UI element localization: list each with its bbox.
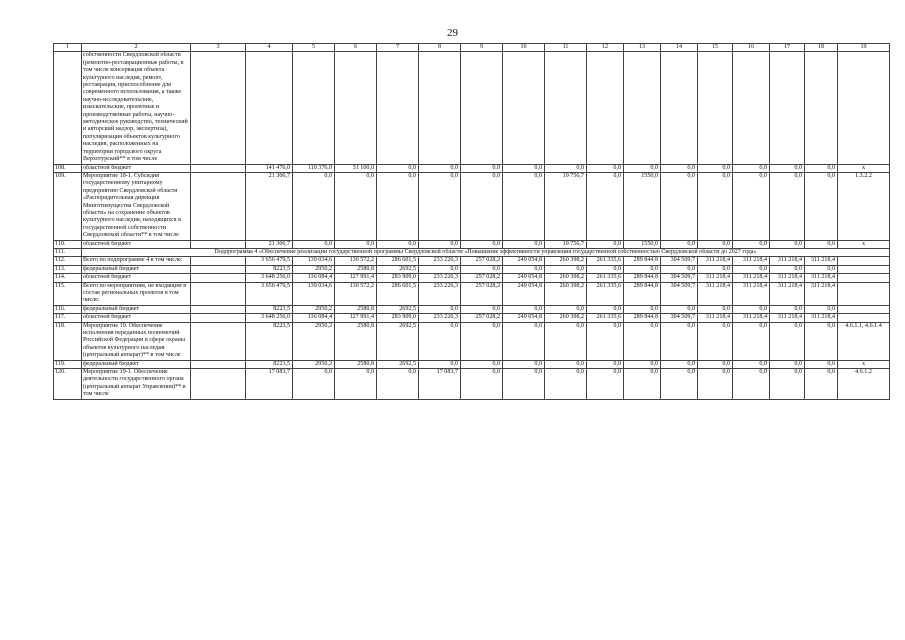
amount-cell: 0,0 [698, 322, 733, 360]
target-code-cell: x [838, 164, 890, 172]
amount-cell: 141 476,0 [246, 164, 293, 172]
description-cell: областной бюджет [82, 314, 191, 322]
amount-cell: 233 226,3 [419, 282, 461, 305]
amount-cell: 0,0 [624, 164, 661, 172]
amount-cell: 233 226,3 [419, 257, 461, 265]
amount-cell: 130 572,2 [335, 282, 377, 305]
column-number-header: 5 [293, 44, 335, 52]
amount-cell: 257 028,2 [461, 274, 503, 282]
table-cell [191, 172, 246, 240]
amount-cell: 283 909,0 [377, 274, 419, 282]
target-code-cell [838, 282, 890, 305]
amount-cell: 289 844,8 [624, 282, 661, 305]
description-cell: областной бюджет [82, 240, 191, 248]
amount-cell: 2692,5 [377, 360, 419, 368]
row-number-cell: 115. [54, 282, 82, 305]
table-row [54, 257, 890, 265]
amount-cell: 0,0 [805, 172, 838, 240]
row-number-cell: 109. [54, 172, 82, 240]
row-number-cell: 108. [54, 164, 82, 172]
amount-cell [419, 52, 461, 164]
amount-cell: 2580,8 [335, 305, 377, 313]
amount-cell: 2950,2 [293, 322, 335, 360]
table-cell [191, 265, 246, 273]
amount-cell: 2692,5 [377, 322, 419, 360]
row-number-cell: 111. [54, 248, 82, 256]
amount-cell: 249 054,8 [503, 282, 545, 305]
amount-cell: 311 218,4 [770, 282, 805, 305]
amount-cell [770, 52, 805, 164]
description-cell: собственности Свердловской области (ремонтно-реставрационные работы, в том числе консервация объекта культурного наследия, ремонт, реставрация, приспособление для современного использования, а также научно-исследовательские, изыскательские, проектные и производственные работы, научно-методическое руководство, технический и авторский надзор, экспертиза), популяризация объектов культурного наследия, расположенных на территории городского округа Верхотурский** в том числе [82, 52, 191, 164]
amount-cell: 261 335,6 [587, 257, 624, 265]
amount-cell: 0,0 [805, 322, 838, 360]
table-row [54, 369, 890, 400]
amount-cell: 0,0 [770, 172, 805, 240]
row-number-cell [54, 52, 82, 164]
table-row [54, 265, 890, 273]
table-row [54, 305, 890, 313]
amount-cell [624, 52, 661, 164]
amount-cell: 0,0 [587, 305, 624, 313]
table-row [54, 360, 890, 368]
amount-cell: 0,0 [377, 164, 419, 172]
amount-cell: 0,0 [770, 360, 805, 368]
column-number-header: 15 [698, 44, 733, 52]
amount-cell: 130 572,2 [335, 257, 377, 265]
amount-cell: 0,0 [545, 164, 587, 172]
amount-cell: 0,0 [545, 360, 587, 368]
amount-cell: 0,0 [545, 305, 587, 313]
table-cell [191, 240, 246, 248]
amount-cell: 2580,8 [335, 265, 377, 273]
amount-cell [377, 52, 419, 164]
amount-cell: 17 083,7 [246, 369, 293, 400]
column-number-header: 10 [503, 44, 545, 52]
amount-cell: 0,0 [624, 305, 661, 313]
amount-cell: 261 335,6 [587, 274, 624, 282]
amount-cell: 311 218,4 [770, 314, 805, 322]
amount-cell: 0,0 [805, 360, 838, 368]
amount-cell: 0,0 [503, 265, 545, 273]
table-cell [191, 314, 246, 322]
amount-cell: 311 218,4 [805, 314, 838, 322]
description-cell: Мероприятие 19. Обеспечение исполнения переданных полномочий Российской Федерации в сфере охраны объектов культурного наследия (центральный аппарат)** в том числе [82, 322, 191, 360]
amount-cell: 0,0 [770, 240, 805, 248]
description-cell: областной бюджет [82, 164, 191, 172]
column-number-header: 3 [191, 44, 246, 52]
table-cell [191, 305, 246, 313]
column-number-header: 9 [461, 44, 503, 52]
amount-cell: 0,0 [661, 240, 698, 248]
amount-cell: 0,0 [545, 265, 587, 273]
subprogram-heading: Подпрограмма 4 «Обеспечение реализации государственной программы Свердловской области «Повышение эффективности управления государственной собственностью Свердловской области до 2027 года» [82, 248, 890, 256]
target-code-cell [838, 52, 890, 164]
amount-cell: 260 398,2 [545, 274, 587, 282]
amount-cell: 286 601,5 [377, 257, 419, 265]
amount-cell: 3 656 479,5 [246, 257, 293, 265]
amount-cell: 2950,2 [293, 305, 335, 313]
target-code-cell: x [838, 240, 890, 248]
amount-cell: 0,0 [503, 369, 545, 400]
amount-cell: 139 034,6 [293, 257, 335, 265]
amount-cell: 0,0 [661, 360, 698, 368]
amount-cell: 0,0 [661, 322, 698, 360]
amount-cell: 0,0 [733, 172, 770, 240]
amount-cell: 0,0 [805, 369, 838, 400]
amount-cell: 2950,2 [293, 265, 335, 273]
amount-cell: 17 083,7 [419, 369, 461, 400]
amount-cell: 0,0 [587, 164, 624, 172]
amount-cell: 0,0 [587, 265, 624, 273]
amount-cell [293, 52, 335, 164]
page-number: 29 [447, 27, 458, 39]
amount-cell: 0,0 [587, 360, 624, 368]
amount-cell: 0,0 [770, 369, 805, 400]
amount-cell: 0,0 [733, 322, 770, 360]
amount-cell: 311 218,4 [698, 257, 733, 265]
amount-cell: 0,0 [587, 240, 624, 248]
amount-cell: 0,0 [698, 240, 733, 248]
description-cell: Всего по мероприятиям, не входящим в состав региональных проектов в том числе: [82, 282, 191, 305]
amount-cell: 0,0 [461, 322, 503, 360]
amount-cell: 283 909,0 [377, 314, 419, 322]
description-cell: Мероприятие 18-1. Субсидия государственному унитарному предприятию Свердловской области «Распорядительная дирекция Минготимущества Свердловской области» на сохранение объектов культурного наследия, находящихся в государственной собственности Свердловской области** в том числе [82, 172, 191, 240]
amount-cell: 311 218,4 [698, 314, 733, 322]
amount-cell: 311 218,4 [770, 274, 805, 282]
target-code-cell: 4.6.1.2 [838, 369, 890, 400]
amount-cell: 2692,5 [377, 265, 419, 273]
table-row [54, 248, 890, 256]
amount-cell: 0,0 [624, 265, 661, 273]
amount-cell: 233 226,3 [419, 314, 461, 322]
amount-cell [545, 52, 587, 164]
amount-cell: 0,0 [661, 305, 698, 313]
amount-cell: 0,0 [419, 240, 461, 248]
description-cell: федеральный бюджет [82, 265, 191, 273]
column-number-header: 11 [545, 44, 587, 52]
amount-cell: 0,0 [461, 360, 503, 368]
amount-cell: 0,0 [545, 322, 587, 360]
amount-cell: 0,0 [698, 360, 733, 368]
column-number-header: 1 [54, 44, 82, 52]
amount-cell: 0,0 [503, 172, 545, 240]
target-code-cell [838, 305, 890, 313]
target-code-cell [838, 274, 890, 282]
table-cell [191, 282, 246, 305]
amount-cell: 249 054,8 [503, 314, 545, 322]
amount-cell: 0,0 [698, 369, 733, 400]
amount-cell: 0,0 [419, 322, 461, 360]
amount-cell: 2692,5 [377, 305, 419, 313]
amount-cell: 311 218,4 [733, 282, 770, 305]
amount-cell: 311 218,4 [805, 282, 838, 305]
amount-cell: 304 509,7 [661, 257, 698, 265]
amount-cell: 31 100,0 [335, 164, 377, 172]
column-number-header: 12 [587, 44, 624, 52]
amount-cell: 0,0 [698, 164, 733, 172]
table-row [54, 52, 890, 164]
amount-cell: 249 054,8 [503, 257, 545, 265]
amount-cell [587, 52, 624, 164]
table-row [54, 274, 890, 282]
column-header-row [54, 44, 890, 52]
amount-cell: 0,0 [377, 172, 419, 240]
amount-cell: 0,0 [805, 265, 838, 273]
row-number-cell: 116. [54, 305, 82, 313]
amount-cell: 0,0 [293, 172, 335, 240]
row-number-cell: 117. [54, 314, 82, 322]
amount-cell: 2580,8 [335, 360, 377, 368]
row-number-cell: 112. [54, 257, 82, 265]
amount-cell: 1550,0 [624, 172, 661, 240]
amount-cell: 0,0 [698, 265, 733, 273]
amount-cell: 286 601,5 [377, 282, 419, 305]
table-cell [191, 322, 246, 360]
amount-cell: 260 398,2 [545, 314, 587, 322]
amount-cell: 0,0 [503, 360, 545, 368]
amount-cell [246, 52, 293, 164]
amount-cell [661, 52, 698, 164]
amount-cell: 19 756,7 [545, 240, 587, 248]
amount-cell: 136 084,4 [293, 314, 335, 322]
amount-cell: 0,0 [377, 240, 419, 248]
description-cell: федеральный бюджет [82, 360, 191, 368]
amount-cell: 136 084,4 [293, 274, 335, 282]
amount-cell: 0,0 [805, 164, 838, 172]
amount-cell: 289 844,8 [624, 314, 661, 322]
amount-cell: 0,0 [661, 369, 698, 400]
table-row [54, 282, 890, 305]
amount-cell: 257 028,2 [461, 314, 503, 322]
amount-cell: 289 844,8 [624, 257, 661, 265]
table-cell [191, 257, 246, 265]
table-cell [191, 360, 246, 368]
row-number-cell: 113. [54, 265, 82, 273]
amount-cell: 260 398,2 [545, 282, 587, 305]
target-code-cell [838, 314, 890, 322]
row-number-cell: 118. [54, 322, 82, 360]
amount-cell: 21 306,7 [246, 240, 293, 248]
amount-cell: 8223,5 [246, 322, 293, 360]
amount-cell: 0,0 [377, 369, 419, 400]
amount-cell: 0,0 [624, 322, 661, 360]
column-number-header: 16 [733, 44, 770, 52]
amount-cell: 311 218,4 [698, 274, 733, 282]
amount-cell: 0,0 [587, 322, 624, 360]
amount-cell: 3 648 256,0 [246, 314, 293, 322]
row-number-cell: 119. [54, 360, 82, 368]
table-row [54, 314, 890, 322]
amount-cell: 311 218,4 [733, 257, 770, 265]
target-code-cell [838, 257, 890, 265]
amount-cell: 261 335,6 [587, 282, 624, 305]
target-code-cell: 4.6.1.1, 4.6.1.4 [838, 322, 890, 360]
amount-cell: 19 756,7 [545, 172, 587, 240]
column-number-header: 6 [335, 44, 377, 52]
amount-cell: 0,0 [461, 369, 503, 400]
column-number-header: 14 [661, 44, 698, 52]
amount-cell: 311 218,4 [805, 257, 838, 265]
amount-cell: 304 509,7 [661, 314, 698, 322]
amount-cell: 0,0 [733, 240, 770, 248]
amount-cell: 0,0 [419, 360, 461, 368]
column-number-header: 4 [246, 44, 293, 52]
column-number-header: 7 [377, 44, 419, 52]
amount-cell: 0,0 [503, 240, 545, 248]
amount-cell: 0,0 [733, 360, 770, 368]
amount-cell: 0,0 [293, 369, 335, 400]
amount-cell: 0,0 [733, 369, 770, 400]
column-number-header: 8 [419, 44, 461, 52]
amount-cell: 0,0 [805, 305, 838, 313]
amount-cell: 8223,5 [246, 360, 293, 368]
amount-cell: 0,0 [805, 240, 838, 248]
amount-cell [698, 52, 733, 164]
amount-cell: 0,0 [503, 164, 545, 172]
amount-cell: 3 656 479,5 [246, 282, 293, 305]
target-code-cell: 1.3.2.2 [838, 172, 890, 240]
amount-cell: 0,0 [624, 369, 661, 400]
row-number-cell: 110. [54, 240, 82, 248]
amount-cell: 8223,5 [246, 305, 293, 313]
amount-cell: 0,0 [698, 172, 733, 240]
table-cell [191, 164, 246, 172]
amount-cell: 0,0 [733, 265, 770, 273]
amount-cell: 260 398,2 [545, 257, 587, 265]
amount-cell: 0,0 [545, 369, 587, 400]
amount-cell [805, 52, 838, 164]
amount-cell: 0,0 [419, 172, 461, 240]
column-number-header: 19 [838, 44, 890, 52]
description-cell: федеральный бюджет [82, 305, 191, 313]
row-number-cell: 114. [54, 274, 82, 282]
amount-cell: 0,0 [503, 305, 545, 313]
amount-cell: 0,0 [419, 265, 461, 273]
amount-cell: 311 218,4 [805, 274, 838, 282]
amount-cell: 139 034,6 [293, 282, 335, 305]
amount-cell: 0,0 [335, 240, 377, 248]
amount-cell: 233 226,3 [419, 274, 461, 282]
table-row [54, 164, 890, 172]
table-row [54, 322, 890, 360]
amount-cell: 257 028,2 [461, 282, 503, 305]
amount-cell: 311 218,4 [733, 314, 770, 322]
amount-cell: 0,0 [698, 305, 733, 313]
target-code-cell: x [838, 360, 890, 368]
amount-cell: 0,0 [587, 369, 624, 400]
row-number-cell: 120. [54, 369, 82, 400]
amount-cell: 0,0 [770, 164, 805, 172]
amount-cell: 0,0 [503, 322, 545, 360]
column-number-header: 13 [624, 44, 661, 52]
amount-cell: 289 844,8 [624, 274, 661, 282]
amount-cell: 0,0 [419, 305, 461, 313]
amount-cell: 0,0 [770, 265, 805, 273]
amount-cell: 304 509,7 [661, 274, 698, 282]
amount-cell: 0,0 [335, 369, 377, 400]
amount-cell: 127 991,4 [335, 314, 377, 322]
amount-cell: 304 509,7 [661, 282, 698, 305]
amount-cell: 0,0 [335, 172, 377, 240]
amount-cell: 0,0 [461, 265, 503, 273]
amount-cell: 311 218,4 [698, 282, 733, 305]
amount-cell: 0,0 [461, 240, 503, 248]
amount-cell: 0,0 [661, 172, 698, 240]
target-code-cell [838, 265, 890, 273]
amount-cell: 311 218,4 [770, 257, 805, 265]
amount-cell [335, 52, 377, 164]
amount-cell [503, 52, 545, 164]
table-row [54, 240, 890, 248]
amount-cell: 0,0 [624, 360, 661, 368]
amount-cell: 21 306,7 [246, 172, 293, 240]
amount-cell: 2580,8 [335, 322, 377, 360]
amount-cell: 249 054,8 [503, 274, 545, 282]
description-cell: Всего по подпрограмме 4 в том числе: [82, 257, 191, 265]
amount-cell: 110 376,0 [293, 164, 335, 172]
amount-cell: 1550,0 [624, 240, 661, 248]
amount-cell: 0,0 [419, 164, 461, 172]
amount-cell: 311 218,4 [733, 274, 770, 282]
amount-cell: 0,0 [661, 265, 698, 273]
amount-cell: 127 991,4 [335, 274, 377, 282]
amount-cell: 0,0 [461, 305, 503, 313]
amount-cell [733, 52, 770, 164]
amount-cell: 2950,2 [293, 360, 335, 368]
amount-cell: 0,0 [733, 164, 770, 172]
column-number-header: 18 [805, 44, 838, 52]
column-number-header: 2 [82, 44, 191, 52]
amount-cell [461, 52, 503, 164]
table-cell [191, 369, 246, 400]
description-cell: Мероприятие 19-1. Обеспечение деятельности государственного органа (центральный аппарат Управления)** в том числе [82, 369, 191, 400]
amount-cell: 0,0 [661, 164, 698, 172]
amount-cell: 261 335,6 [587, 314, 624, 322]
amount-cell: 257 028,2 [461, 257, 503, 265]
amount-cell: 0,0 [770, 305, 805, 313]
amount-cell: 0,0 [733, 305, 770, 313]
amount-cell: 0,0 [293, 240, 335, 248]
amount-cell: 8223,5 [246, 265, 293, 273]
table-cell [191, 274, 246, 282]
table-row [54, 172, 890, 240]
table-cell [191, 52, 246, 164]
amount-cell: 0,0 [461, 164, 503, 172]
amount-cell: 0,0 [770, 322, 805, 360]
budget-table [53, 43, 890, 400]
amount-cell: 3 648 256,0 [246, 274, 293, 282]
amount-cell: 0,0 [461, 172, 503, 240]
amount-cell: 0,0 [587, 172, 624, 240]
description-cell: областной бюджет [82, 274, 191, 282]
column-number-header: 17 [770, 44, 805, 52]
